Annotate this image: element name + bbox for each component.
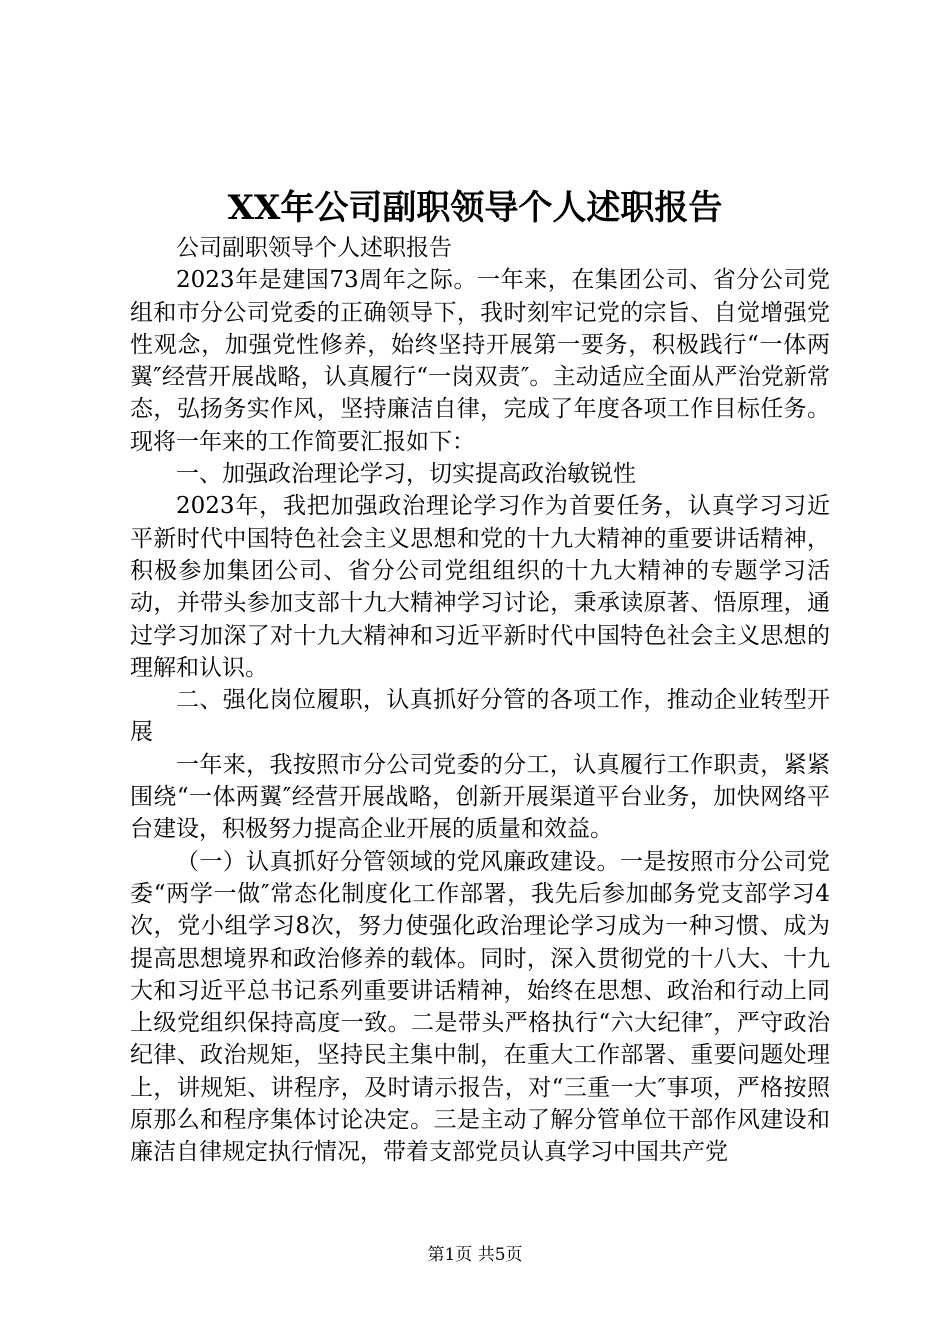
page-number-footer: 第1页 共5页 bbox=[427, 1245, 523, 1265]
paragraph-subsection-1: （一）认真抓好分管领域的党风廉政建设。一是按照市分公司党委“两学一做″常态化制度化工作部署，我先后参加邮务党支部学习4次，党小组学习8次，努力使强化政治理论学习成为一种习惯、成为提高思想境界和政治修养的载体。同时，深入贯彻党的十八大、十九大和习近平总书记系列重要讲话精神，始终在思想、政治和行动上同上级党组织保持高度一致。二是带头严格执行“六大纪律″，严守政治纪律、政治规矩，坚持民主集中制，在重大工作部署、重要问题处理上，讲规矩、讲程序，及时请示报告，对“三重一大″事项，严格按照原那么和程序集体讨论决定。三是主动了解分管单位干部作风建设和廉洁自律规定执行情况，带着支部党员认真学习中国共产党 bbox=[130, 848, 830, 1166]
paragraph-subtitle: 公司副职领导个人述职报告 bbox=[176, 235, 452, 261]
document-title: XX年公司副职领导个人述职报告 bbox=[227, 188, 723, 228]
paragraph-section-1: 2023年，我把加强政治理论学习作为首要任务，认真学习习近平新时代中国特色社会主义思想和党的十九大精神的重要讲话精神，积极参加集团公司、省分公司党组组织的十九大精神的专题学习活动，并带头参加支部十九大精神学习讨论，秉承读原著、悟原理，通过学习加深了对十九大精神和习近平新时代中国特色社会主义思想的理解和认识。 bbox=[130, 493, 830, 681]
section-heading-1: 一、加强政治理论学习，切实提高政治敏锐性 bbox=[176, 461, 636, 488]
paragraph-section-2: 一年来，我按照市分公司党委的分工，认真履行工作职责，紧紧围绕“一体两翼″经营开展战略，创新开展渠道平台业务，加快网络平台建设，积极努力提高企业开展的质量和效益。 bbox=[130, 751, 830, 843]
section-heading-2: 二、强化岗位履职，认真抓好分管的各项工作，推动企业转型开展 bbox=[130, 687, 830, 746]
document-body bbox=[130, 232, 830, 1169]
paragraph-intro: 2023年是建国73周年之际。一年来，在集团公司、省分公司党组和市分公司党委的正确领导下，我时刻牢记党的宗旨、自觉增强党性观念，加强党性修养，始终坚持开展第一要务，积极践行“一体两翼″经营开展战略，认真履行“一岗双责″。主动适应全面从严治党新常态，弘扬务实作风，坚持廉洁自律，完成了年度各项工作目标任务。现将一年来的工作简要汇报如下： bbox=[130, 267, 830, 455]
